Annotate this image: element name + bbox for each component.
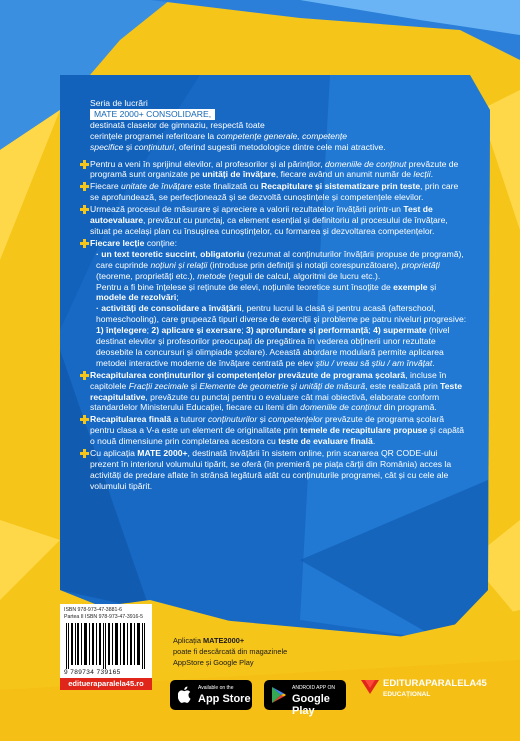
text: , este realizată prin xyxy=(365,380,441,391)
text-italic: proprietăți xyxy=(401,259,440,270)
text: . xyxy=(372,436,376,447)
text: , incluse în capitolele xyxy=(90,369,447,391)
barcode xyxy=(64,623,148,669)
text: , prevăzute cu punctaj pentru o evaluare cât mai obiectivă, elaborate conform standardelor Ministerului Educației, fiecare cu itemi din xyxy=(90,391,440,413)
text-italic: domeniile de conținut xyxy=(300,402,382,413)
intro-italic: conținuturi xyxy=(134,141,175,152)
intro-text: cerințele programei referitoare la xyxy=(90,130,215,141)
badge-small-text: Available on the xyxy=(198,685,234,691)
website-link[interactable]: editueraparalela45.ro xyxy=(60,678,152,690)
app-info xyxy=(173,635,287,668)
plus-icon xyxy=(80,239,89,248)
text: este finalizată cu xyxy=(192,181,262,192)
text: . xyxy=(432,357,435,368)
text-bold: Test de autoevaluare xyxy=(90,204,433,226)
series-title: MATE 2000+ CONSOLIDARE, xyxy=(90,109,215,120)
lesson-theory xyxy=(90,249,468,282)
intro-text: destinată claselor de gimnaziu, respectă toate xyxy=(90,119,265,130)
text-bold: MATE 2000+ xyxy=(137,448,188,459)
bullet-final-recap xyxy=(90,414,468,447)
isbn-text xyxy=(64,607,143,620)
text: ; xyxy=(241,325,247,336)
text-italic: conținuturilor xyxy=(207,414,258,425)
text-bold: Recapitularea finală xyxy=(90,414,172,425)
text: și xyxy=(427,281,437,292)
bullet-units xyxy=(90,159,468,181)
back-cover-text xyxy=(90,98,468,492)
plus-icon xyxy=(80,415,89,424)
plus-icon xyxy=(80,182,89,191)
text-bold: obligatoriu xyxy=(200,248,245,259)
text-bold: Teste recapitulative xyxy=(90,380,462,402)
app-text: Aplicația xyxy=(173,636,203,645)
text: , prin care se aprofundează, se perfecționează și se dezvoltă cunoștințele și competențele elevilor. xyxy=(90,181,459,203)
apple-icon xyxy=(178,686,192,703)
text: Cu aplicația xyxy=(90,448,138,459)
text-italic: competențelor xyxy=(268,414,323,425)
google-play-badge[interactable] xyxy=(264,680,346,717)
text: . xyxy=(430,169,433,180)
app-text: AppStore și Google Play xyxy=(173,658,254,667)
bullet-lesson xyxy=(90,238,468,249)
text: a tuturor xyxy=(171,414,208,425)
text: prevăzute de programa școlară pentru clasa a V-a este un element de originalitate prin xyxy=(90,414,444,436)
text: conține: xyxy=(144,237,177,248)
badge-big-text: App Store xyxy=(198,693,251,705)
text-bold: temele de recapitulare propuse xyxy=(300,425,428,436)
text: Pentru a fi bine înțelese și reținute de elevi, noțiunile teoretice sunt însoțite de xyxy=(96,281,394,292)
app-text: poate fi descărcată din magazinele xyxy=(173,647,288,656)
text-bold: modele de rezolvări xyxy=(96,292,177,303)
text: , fiecare având un anumit număr de xyxy=(275,169,414,180)
text: , pentru lucrul la clasă și pentru acasă (afterschool, homeschooling), care grupează tipuri diverse de exerciții și probleme pe patru niveluri progresive: xyxy=(96,303,467,325)
text: Pentru a veni în sprijinul elevilor, al profesorilor și al părinților, xyxy=(90,158,326,169)
text: (teoreme, proprietăți etc.), xyxy=(96,270,198,281)
text-bold: teste de evaluare finală xyxy=(278,436,373,447)
bullet-selftest xyxy=(90,204,468,237)
bullet-app xyxy=(90,448,468,492)
text-bold: · activități de consolidare a învățării xyxy=(96,303,242,314)
plus-icon xyxy=(80,371,89,380)
text-italic: metode xyxy=(197,270,226,281)
plus-icon xyxy=(80,449,89,458)
text: Urmează procesul de măsurare și apreciere a valorii rezultatelor învățării printr-un xyxy=(90,204,404,215)
text: și capătă o nouă dimensiune prin completarea acestora cu xyxy=(90,425,465,447)
text-bold: 2) aplicare și exersare xyxy=(151,325,242,336)
text: din programă. xyxy=(381,402,437,413)
google-play-icon xyxy=(272,687,286,703)
text: , prevăzut cu punctaj, ca element esențial și definitoriu al procesului de învățare, situat pe același plan cu însușirea cunoștințelor, cu formarea și dezvoltarea competențelor. xyxy=(90,215,448,236)
publisher-name: EDITURAPARALELA45 xyxy=(383,678,487,689)
barcode-number: 9 789734 739165 xyxy=(64,669,121,676)
text-italic: Fracții zecimale xyxy=(128,380,189,391)
text-italic: lecții xyxy=(413,169,431,180)
lesson-activities xyxy=(90,303,468,368)
badge-small-text: ANDROID APP ON xyxy=(292,685,335,691)
bullet-recap xyxy=(90,181,468,203)
text-italic: unitate de învățare xyxy=(121,181,193,192)
publisher-sub: EDUCAȚIONAL xyxy=(383,691,431,698)
intro-text: , oferind sugestii metodologice dintre cele mai atractive. xyxy=(174,141,386,152)
text: , destinată învățării în sistem online, prin scanarea QR CODE-ului prezent în interiorul volumului tipărit, se oferă (în premieră pe piața cărții din România) acces la activități de predare aflate în strânsă legătură atât cu conținuturile programei, cât și cu cele ale volumului tipărit. xyxy=(90,448,452,491)
app-store-badge[interactable] xyxy=(170,680,252,710)
text: ; xyxy=(146,325,152,336)
intro-italic: competențe generale, competențe xyxy=(216,130,348,141)
text-bold: Fiecare lecție xyxy=(90,237,145,248)
text: (nivel destinat elevilor și profesorilor preocupați de pregătirea în vederea obținerii unor rezultate deosebite la concursuri și olimpiade școlare). Această abordare modulară permite aplicarea metodei interactive moderne de învățare centrată pe elev xyxy=(96,325,450,368)
text: (rezumat al conținuturilor învățării propuse de programă), care cuprinde xyxy=(96,248,464,270)
text-bold: Recapitularea conținuturilor și competențelor prevăzute de programa școlară xyxy=(90,369,406,380)
text-bold: Recapitulare și sistematizare prin teste xyxy=(261,181,421,192)
text: (reguli de calcul, algoritmi de lucru etc.). xyxy=(225,270,381,281)
intro-text: și xyxy=(123,141,135,152)
isbn-line: Partea II ISBN 978-973-47-3916-5 xyxy=(64,613,144,620)
series-label: Seria de lucrări xyxy=(90,98,148,108)
text-italic: știu / vreau să știu / am învățat xyxy=(315,357,433,368)
text-bold: unități de învățare xyxy=(202,169,276,180)
text: , xyxy=(195,248,201,259)
text-bold: 4) supermate xyxy=(373,325,427,336)
isbn-line: ISBN 978-973-47-3881-6 xyxy=(64,607,122,613)
text: și xyxy=(188,380,200,391)
text-bold: · un text teoretic succint xyxy=(96,248,196,259)
plus-icon xyxy=(80,160,89,169)
text: ; xyxy=(176,292,179,303)
text: ; xyxy=(368,325,374,336)
text-italic: domeniile de conținut xyxy=(325,158,407,169)
plus-icon xyxy=(80,205,89,214)
intro-paragraph xyxy=(90,98,468,153)
lesson-examples xyxy=(90,282,468,304)
app-name: MATE2000+ xyxy=(203,636,245,645)
text: Fiecare xyxy=(90,181,122,192)
publisher-logo xyxy=(361,678,487,701)
text: prevăzute de programă sunt organizate pe xyxy=(90,158,459,180)
text: (introduse prin definiții și notații corespunzătoare), xyxy=(207,259,402,270)
text-italic: noțiuni și relații xyxy=(150,259,208,270)
text: și xyxy=(257,414,269,425)
publisher-logo-icon xyxy=(361,678,379,696)
badge-big-text: Google Play xyxy=(292,693,330,717)
text-bold: 3) aprofundare și performanță xyxy=(246,325,369,336)
text-bold: 1) înțelegere xyxy=(96,325,147,336)
text-bold: exemple xyxy=(393,281,428,292)
bullet-recap-program xyxy=(90,370,468,414)
text-italic: Elemente de geometrie și unități de măsură xyxy=(199,380,366,391)
intro-italic: specifice xyxy=(90,141,124,152)
